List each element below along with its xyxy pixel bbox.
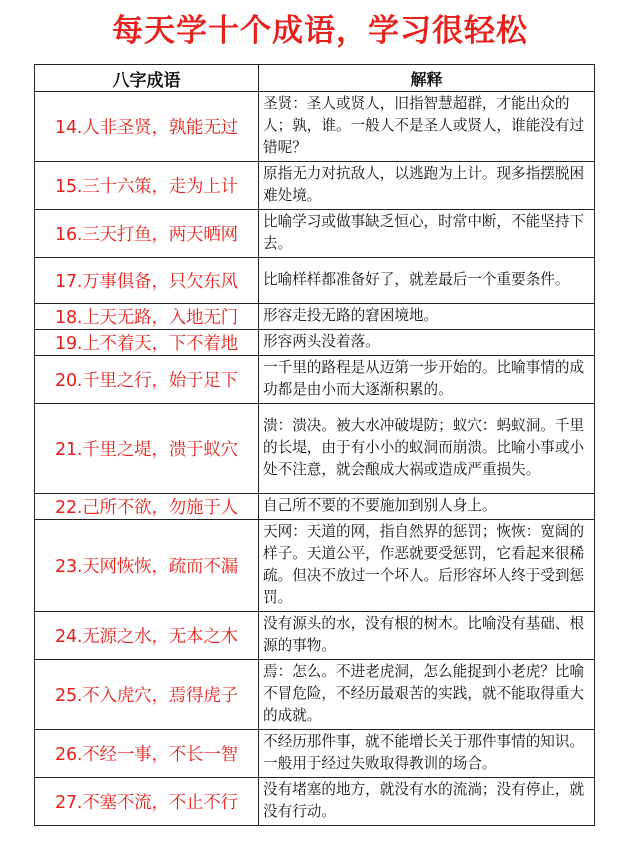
explanation-cell: 没有源头的水，没有根的树木。比喻没有基础、根源的事物。 [259,612,595,660]
idiom-cell: 15.三十六策，走为上计 [35,162,259,210]
table-row [35,494,595,520]
idiom-cell: 24.无源之水，无本之木 [35,612,259,660]
idiom-table [34,64,595,826]
page-title: 每天学十个成语，学习很轻松 [112,13,528,49]
explanation-cell: 圣贤：圣人或贤人，旧指智慧超群，才能出众的人；孰，谁。一般人不是圣人或贤人，谁能没有过错呢？ [259,92,595,162]
table-row [35,162,595,210]
idiom-cell: 22.己所不欲，勿施于人 [35,494,259,520]
idiom-cell: 21.千里之堤，溃于蚁穴 [35,404,259,494]
table-row [35,520,595,612]
explanation-cell: 自己所不要的不要施加到别人身上。 [259,494,595,520]
explanation-cell: 比喻样样都准备好了，就差最后一个重要条件。 [259,258,595,304]
explanation-cell: 比喻学习或做事缺乏恒心，时常中断，不能坚持下去。 [259,210,595,258]
idiom-cell: 19.上不着天，下不着地 [35,330,259,356]
table-header-row [35,65,595,92]
table-row [35,778,595,826]
explanation-cell: 没有堵塞的地方，就没有水的流淌；没有停止，就没有行动。 [259,778,595,826]
idiom-cell: 25.不入虎穴，焉得虎子 [35,660,259,730]
table-row [35,304,595,330]
idiom-cell: 18.上天无路，入地无门 [35,304,259,330]
table-row [35,330,595,356]
idiom-cell: 14.人非圣贤，孰能无过 [35,92,259,162]
table-row [35,660,595,730]
explanation-cell: 一千里的路程是从迈第一步开始的。比喻事情的成功都是由小而大逐渐积累的。 [259,356,595,404]
idiom-cell: 17.万事俱备，只欠东风 [35,258,259,304]
table-row [35,404,595,494]
idiom-cell: 23.天网恢恢，疏而不漏 [35,520,259,612]
idiom-cell: 26.不经一事，不长一智 [35,730,259,778]
table-row [35,730,595,778]
explanation-cell: 原指无力对抗敌人，以逃跑为上计。现多指摆脱困难处境。 [259,162,595,210]
explanation-cell: 形容走投无路的窘困境地。 [259,304,595,330]
explanation-cell: 溃：溃决。被大水冲破堤防；蚁穴：蚂蚁洞。千里的长堤，由于有小小的蚁洞而崩溃。比喻小事或小处不注意，就会酿成大祸或造成严重损失。 [259,404,595,494]
table-row [35,258,595,304]
table-row [35,210,595,258]
explanation-cell: 天网：天道的网，指自然界的惩罚；恢恢：宽阔的样子。天道公平，作恶就要受惩罚，它看起来很稀疏。但决不放过一个坏人。后形容坏人终于受到惩罚。 [259,520,595,612]
table-row [35,612,595,660]
explanation-cell: 焉：怎么。不进老虎洞，怎么能捉到小老虎？比喻不冒危险，不经历最艰苦的实践，就不能取得重大的成就。 [259,660,595,730]
explanation-cell: 不经历那件事，就不能增长关于那件事情的知识。一般用于经过失败取得教训的场合。 [259,730,595,778]
table-row [35,92,595,162]
table-row [35,356,595,404]
idiom-cell: 16.三天打鱼，两天晒网 [35,210,259,258]
explanation-cell: 形容两头没着落。 [259,330,595,356]
column-header-idiom: 八字成语 [35,65,259,92]
idiom-cell: 27.不塞不流，不止不行 [35,778,259,826]
idiom-cell: 20.千里之行，始于足下 [35,356,259,404]
column-header-explanation: 解释 [259,65,595,92]
